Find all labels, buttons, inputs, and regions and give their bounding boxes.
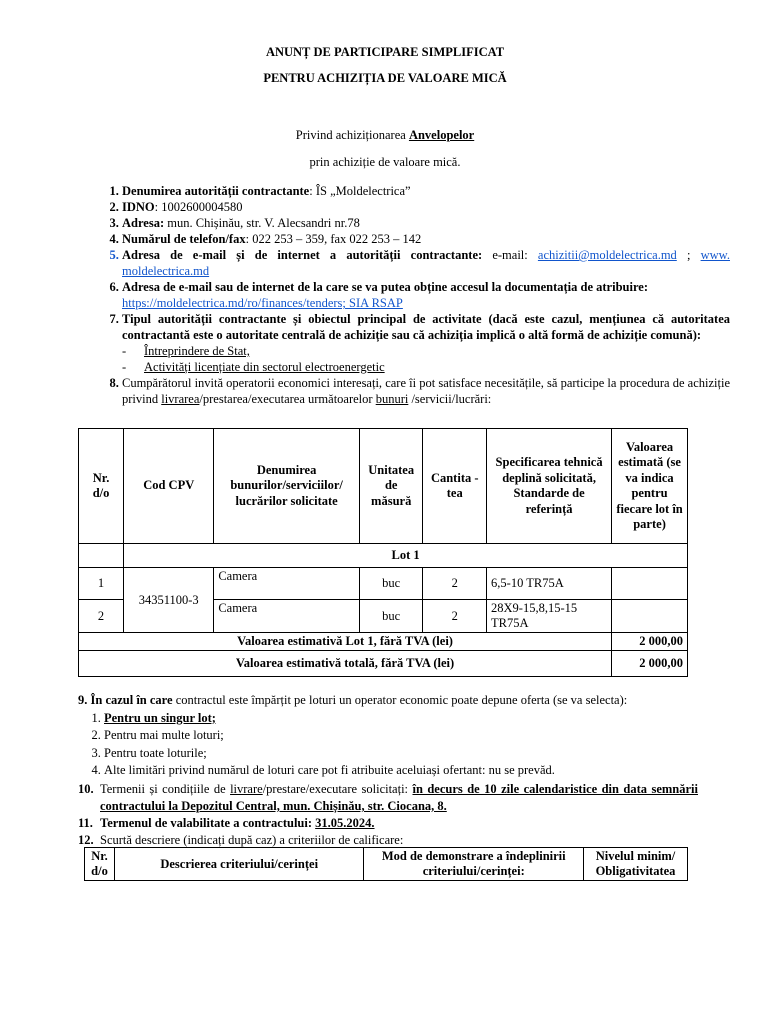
email-link[interactable]: achizitii@moldelectrica.md (537, 248, 677, 262)
row-unit: buc (359, 600, 423, 633)
activity-item: - Întreprindere de Stat, (122, 343, 730, 359)
lot-table (78, 428, 688, 677)
col-header-name: Denumirea bunurilor/serviciilor/ lucrărilor solicitate (214, 429, 360, 544)
item-8: 8. Cumpărătorul invită operatorii economici interesați, care îi pot satisface necesitățile, să participe la procedura de achiziție privind livrarea/prestarea/executarea următoarelor bunuri /servicii/lucrări: (122, 375, 730, 407)
col-header-value: Valoarea estimată (se va indica pentru fiecare lot în parte) (612, 429, 688, 544)
website-link[interactable]: www. moldelectrica.md (122, 248, 730, 278)
col-header-cpv: Cod CPV (124, 429, 214, 544)
criteria-table (84, 847, 688, 881)
lot-total-value: 2 000,00 (612, 633, 688, 651)
item-5: 5. Adresa de e-mail și de internet a autorității contractante: e-mail: achizitii@moldelectrica.md ; www. moldelectrica.md (122, 247, 730, 279)
row-spec: 6,5-10 TR75A (487, 568, 612, 600)
item-7: 7. Tipul autorității contractante și obiectul principal de activitate (dacă este cazul, mențiunea că autoritatea contractantă este o autoritate centrală de achiziție sau că achiziția implică o altă formă de achiziție comună): - Întreprindere de Stat, - Activități licențiate din sectorul electroenergetic (122, 311, 730, 375)
item-6: 6. Adresa de e-mail sau de internet de la care se va putea obține accesul la documentația de atribuire: https://moldelectrica.md/ro/finances/tenders; SIA RSAP (122, 279, 730, 311)
row-value (612, 568, 688, 600)
lot-option: 3. Pentru toate loturile; (104, 745, 698, 763)
grand-total-row (79, 651, 688, 677)
section-11: 11. Termenul de valabilitate a contractului: 31.05.2024. (78, 816, 375, 830)
row-name: Camera (214, 600, 360, 633)
crit-header-desc: Descrierea criteriului/cerinței (114, 848, 363, 881)
section-10: 10. Termenii și condițiile de livrare/prestare/executare solicitați: în decurs de 10 zile calendaristice din data semnării contractului la Depozitul Central, mun. Chișinău, str. Ciocana, 8. (78, 782, 699, 813)
subject-item: Anvelopelor (408, 128, 475, 142)
doc-title-2: PENTRU ACHIZIȚIA DE VALOARE MICĂ (263, 71, 507, 85)
grand-total-label: Valoarea estimativă totală, fără TVA (lei) (79, 651, 612, 677)
item-4: 4. Numărul de telefon/fax: 022 253 – 359, fax 022 253 – 142 (122, 231, 730, 247)
activity-item: - Activități licențiate din sectorul electroenergetic (122, 359, 730, 375)
row-nr: 2 (79, 600, 124, 633)
col-header-nr: Nr. d/o (79, 429, 124, 544)
row-name: Camera (214, 568, 360, 600)
criteria-header-row (85, 848, 688, 881)
row-qty: 2 (423, 568, 487, 600)
col-header-spec: Specificarea tehnică deplină solicitată, Standarde de referință (487, 429, 612, 544)
crit-header-nr: Nr. d/o (85, 848, 115, 881)
doc-title: ANUNȚ DE PARTICIPARE SIMPLIFICAT (265, 45, 505, 59)
section-12: 12. Scurtă descriere (indicați după caz) a criteriilor de calificare: (78, 833, 404, 847)
doc-subtitle: prin achiziție de valoare mică. (309, 155, 461, 169)
lot-total-row (79, 633, 688, 651)
item-1: 1. Denumirea autorității contractante: ÎS „Moldelectrica” (122, 183, 730, 199)
subject-prefix: Privind achiziționarea (295, 128, 409, 142)
lot-row (79, 544, 688, 568)
lot-option: 4. Alte limitări privind numărul de loturi care pot fi atribuite aceluiași ofertant: nu se prevăd. (104, 762, 698, 780)
crit-header-mod: Mod de demonstrare a îndeplinirii criteriului/cerinței: (364, 848, 584, 881)
info-list (96, 183, 730, 407)
doc-subject (0, 128, 770, 143)
cpv-code: 34351100-3 (124, 568, 214, 633)
table-row (79, 568, 688, 600)
section-10-12 (78, 781, 698, 849)
row-nr: 1 (79, 568, 124, 600)
col-header-unit: Unitatea de măsură (359, 429, 423, 544)
section-9-heading: 9. În cazul în care contractul este împărțit pe loturi un operator economic poate depune oferta (se va selecta): (78, 693, 628, 707)
row-qty: 2 (423, 600, 487, 633)
row-unit: buc (359, 568, 423, 600)
lot-option: 1. Pentru un singur lot; (104, 710, 698, 728)
row-value (612, 600, 688, 633)
lot-option: 2. Pentru mai multe loturi; (104, 727, 698, 745)
row-spec: 28X9-15,8,15-15 TR75A (487, 600, 612, 633)
table-header-row (79, 429, 688, 544)
lot-total-label: Valoarea estimativă Lot 1, fără TVA (lei) (79, 633, 612, 651)
item-3: 3. Adresa: mun. Chișinău, str. V. Alecsandri nr.78 (122, 215, 730, 231)
grand-total-value: 2 000,00 (612, 651, 688, 677)
tenders-link[interactable]: https://moldelectrica.md/ro/finances/tenders; SIA RSAP (122, 296, 403, 310)
col-header-qty: Cantita -tea (423, 429, 487, 544)
activity-list (122, 343, 730, 375)
item-2: 2. IDNO: 1002600004580 (122, 199, 730, 215)
section-9 (78, 692, 698, 780)
lot-label: Lot 1 (124, 544, 688, 568)
lot-options-list (78, 710, 698, 780)
crit-header-level: Nivelul minim/ Obligativitatea (584, 848, 688, 881)
